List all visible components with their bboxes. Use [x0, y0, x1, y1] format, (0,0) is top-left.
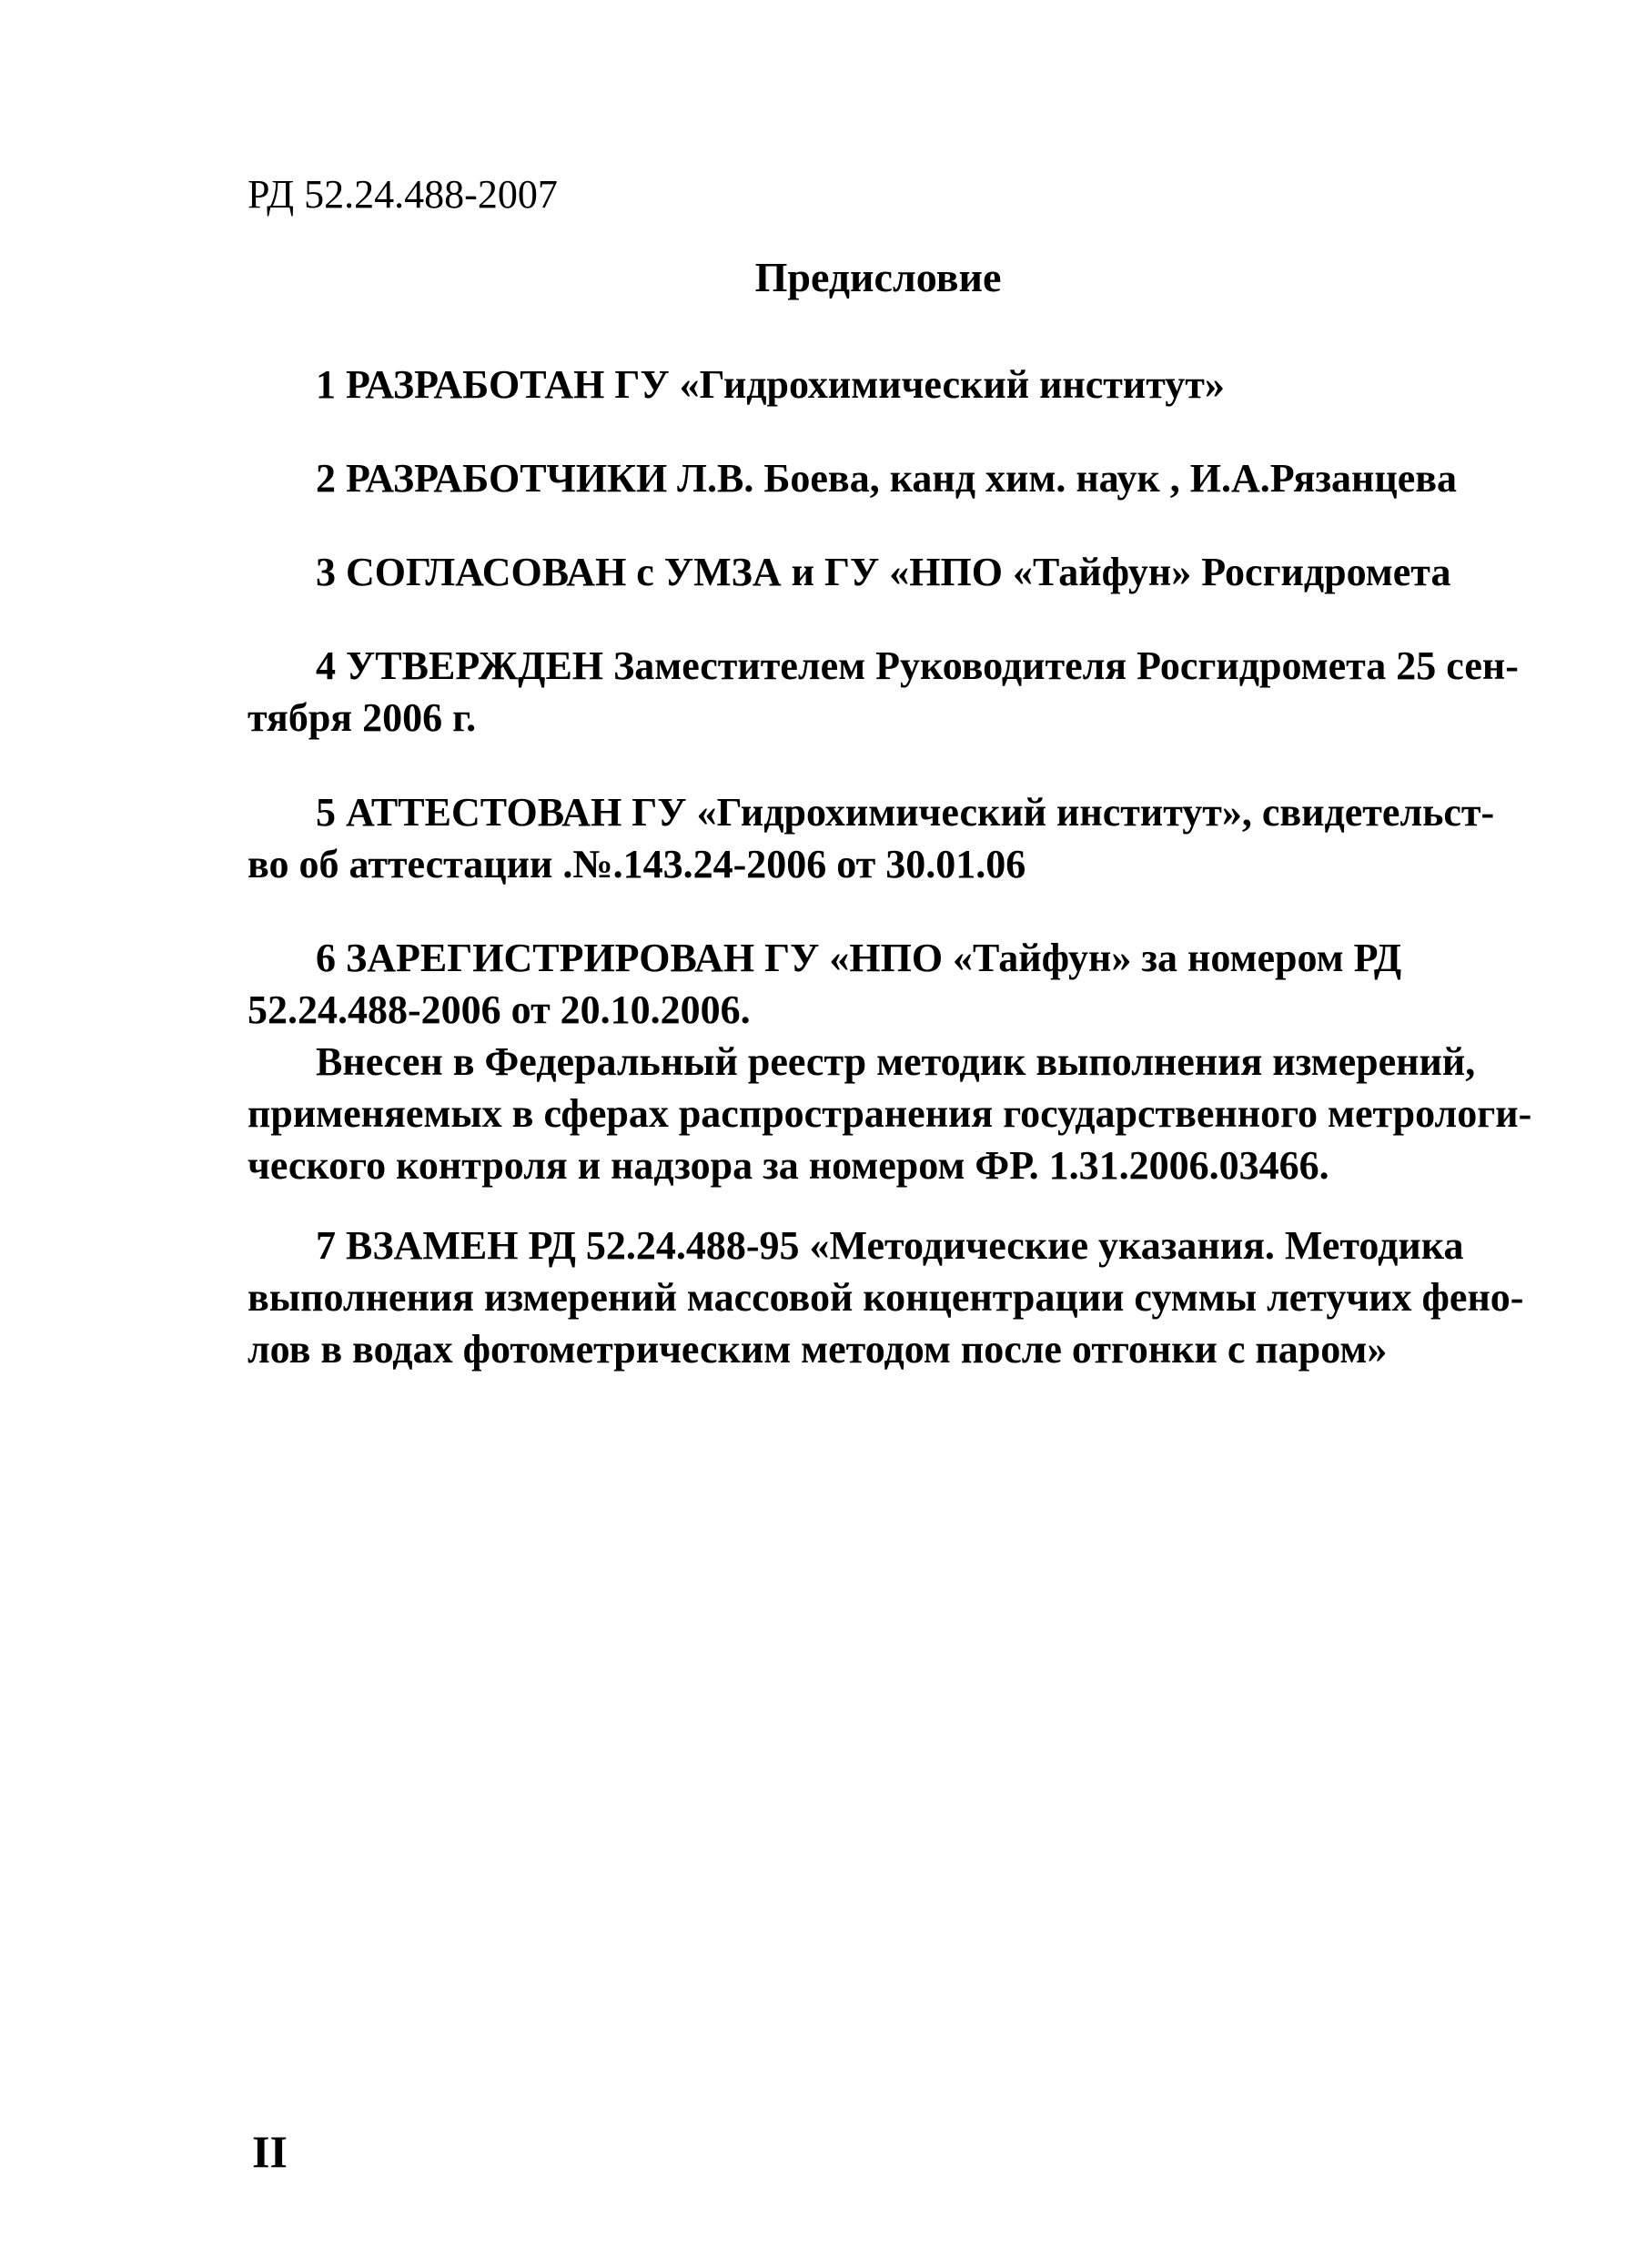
item-6-line-1: 6 ЗАРЕГИСТРИРОВАН ГУ «НПО «Тайфун» за номером РД	[316, 936, 1402, 980]
document-code: РД 52.24.488-2007	[248, 172, 558, 217]
item-7-line-2: выполнения измерений массовой концентрации суммы летучих фено-	[248, 1275, 1524, 1320]
item-4-line-2: тября 2006 г.	[248, 695, 477, 740]
preface-item-7	[248, 1220, 1531, 1375]
item-6-extra-line-1: Внесен в Федеральный реестр методик выполнения измерений,	[316, 1039, 1476, 1084]
item-7-line-3: лов в водах фотометрическим методом после отгонки с паром»	[248, 1327, 1388, 1372]
preface-item-1	[248, 359, 1531, 410]
preface-item-6	[248, 932, 1531, 1191]
item-2-line-1: 2 РАЗРАБОТЧИКИ Л.В. Боева, канд хим. наук , И.А.Рязанцева	[316, 456, 1457, 501]
item-6-extra-line-3: ческого контроля и надзора за номером ФР. 1.31.2006.03466.	[248, 1143, 1329, 1188]
preface-title: Предисловие	[754, 254, 1002, 300]
item-6-line-2: 52.24.488-2006 от 20.10.2006.	[248, 987, 751, 1032]
preface-item-3	[248, 546, 1531, 598]
item-7-line-1: 7 ВЗАМЕН РД 52.24.488-95 «Методические указания. Методика	[316, 1223, 1464, 1268]
preface-item-4	[248, 640, 1531, 744]
item-3-line-1: 3 СОГЛАСОВАН с УМЗА и ГУ «НПО «Тайфун» Росгидромета	[316, 550, 1451, 594]
item-1-line-1: 1 РАЗРАБОТАН ГУ «Гидрохимический институт»	[316, 362, 1225, 407]
item-5-line-2: во об аттестации .№.143.24-2006 от 30.01.06	[248, 842, 1026, 886]
item-4-line-1: 4 УТВЕРЖДЕН Заместителем Руководителя Росгидромета 25 сен-	[316, 643, 1519, 688]
preface-item-2	[248, 452, 1531, 504]
item-5-line-1: 5 АТТЕСТОВАН ГУ «Гидрохимический институт», свидетельст-	[316, 790, 1495, 835]
preface-item-5	[248, 786, 1531, 890]
page-number: II	[252, 2126, 288, 2177]
item-6-extra-line-2: применяемых в сферах распространения государственного метрологи-	[248, 1091, 1532, 1136]
